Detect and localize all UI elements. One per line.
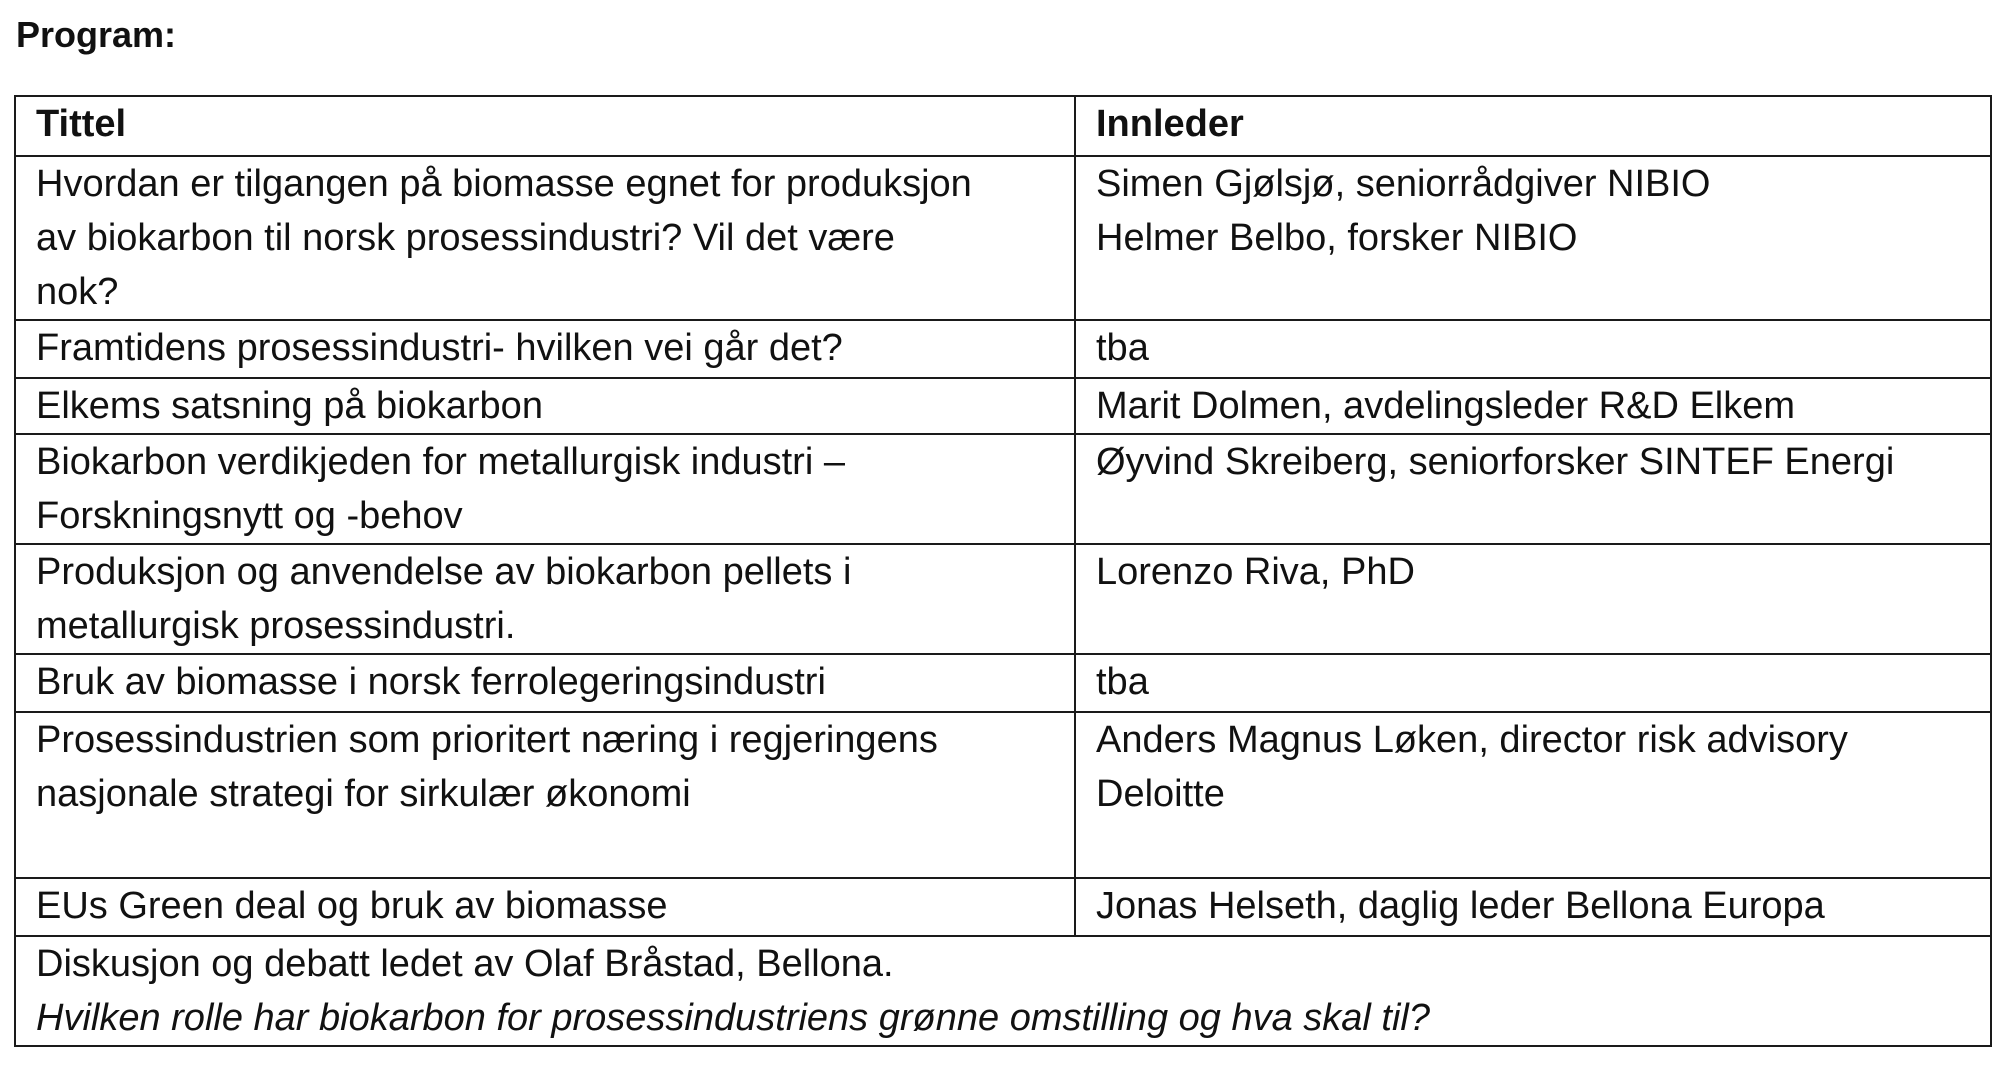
table-row [15,156,1991,320]
title-cell [15,712,1075,878]
speaker-text: Jonas Helseth, daglig leder Bellona Europa [1096,885,1825,927]
discussion-cell [15,936,1991,1046]
table-header-row [15,96,1991,156]
title-cell [15,654,1075,712]
speaker-cell [1075,156,1991,320]
title-text: metallurgisk prosessindustri. [36,605,516,647]
column-header-title: Tittel [15,96,1075,156]
title-text: EUs Green deal og bruk av biomasse [36,885,668,927]
speaker-cell [1075,654,1991,712]
title-text: Prosessindustrien som prioritert næring i regjeringens [36,719,938,761]
discussion-question: Hvilken rolle har biokarbon for prosessindustriens grønne omstilling og hva skal til? [36,997,1430,1039]
speaker-cell [1075,878,1991,936]
title-cell [15,434,1075,544]
table-row [15,712,1991,878]
page-title: Program: [16,14,177,55]
title-text: nasjonale strategi for sirkulær økonomi [36,773,691,815]
table-row [15,544,1991,654]
speaker-text: Helmer Belbo, forsker NIBIO [1096,217,1578,259]
title-text: Framtidens prosessindustri- hvilken vei går det? [36,327,843,369]
title-text: Hvordan er tilgangen på biomasse egnet for produksjon [36,163,972,205]
table-row [15,878,1991,936]
speaker-text: Deloitte [1096,773,1225,815]
speaker-text: Øyvind Skreiberg, seniorforsker SINTEF Energi [1096,441,1895,483]
speaker-cell [1075,712,1991,878]
table-row [15,320,1991,378]
title-text: Biokarbon verdikjeden for metallurgisk industri – [36,441,845,483]
speaker-text: Simen Gjølsjø, seniorrådgiver NIBIO [1096,163,1711,205]
title-text: Bruk av biomasse i norsk ferrolegeringsindustri [36,661,826,703]
discussion-row [15,936,1991,1046]
title-text: Forskningsnytt og -behov [36,495,463,537]
speaker-cell [1075,378,1991,434]
speaker-text: tba [1096,661,1149,703]
title-text: av biokarbon til norsk prosessindustri? Vil det være [36,217,895,259]
speaker-cell [1075,544,1991,654]
speaker-cell [1075,320,1991,378]
table-row [15,378,1991,434]
column-header-speaker: Innleder [1075,96,1991,156]
title-cell [15,378,1075,434]
title-cell [15,156,1075,320]
title-text: Produksjon og anvendelse av biokarbon pellets i [36,551,852,593]
table-row [15,654,1991,712]
title-text: nok? [36,271,119,313]
discussion-text: Diskusjon og debatt ledet av Olaf Bråstad, Bellona. [36,943,894,985]
speaker-text: Marit Dolmen, avdelingsleder R&D Elkem [1096,385,1796,427]
speaker-text: Anders Magnus Løken, director risk advisory [1096,719,1848,761]
speaker-cell [1075,434,1991,544]
speaker-text: Lorenzo Riva, PhD [1096,551,1415,593]
speaker-text: tba [1096,327,1149,369]
title-cell [15,878,1075,936]
program-table [14,95,1992,1047]
table-row [15,434,1991,544]
title-cell [15,544,1075,654]
title-cell [15,320,1075,378]
title-text: Elkems satsning på biokarbon [36,385,543,427]
